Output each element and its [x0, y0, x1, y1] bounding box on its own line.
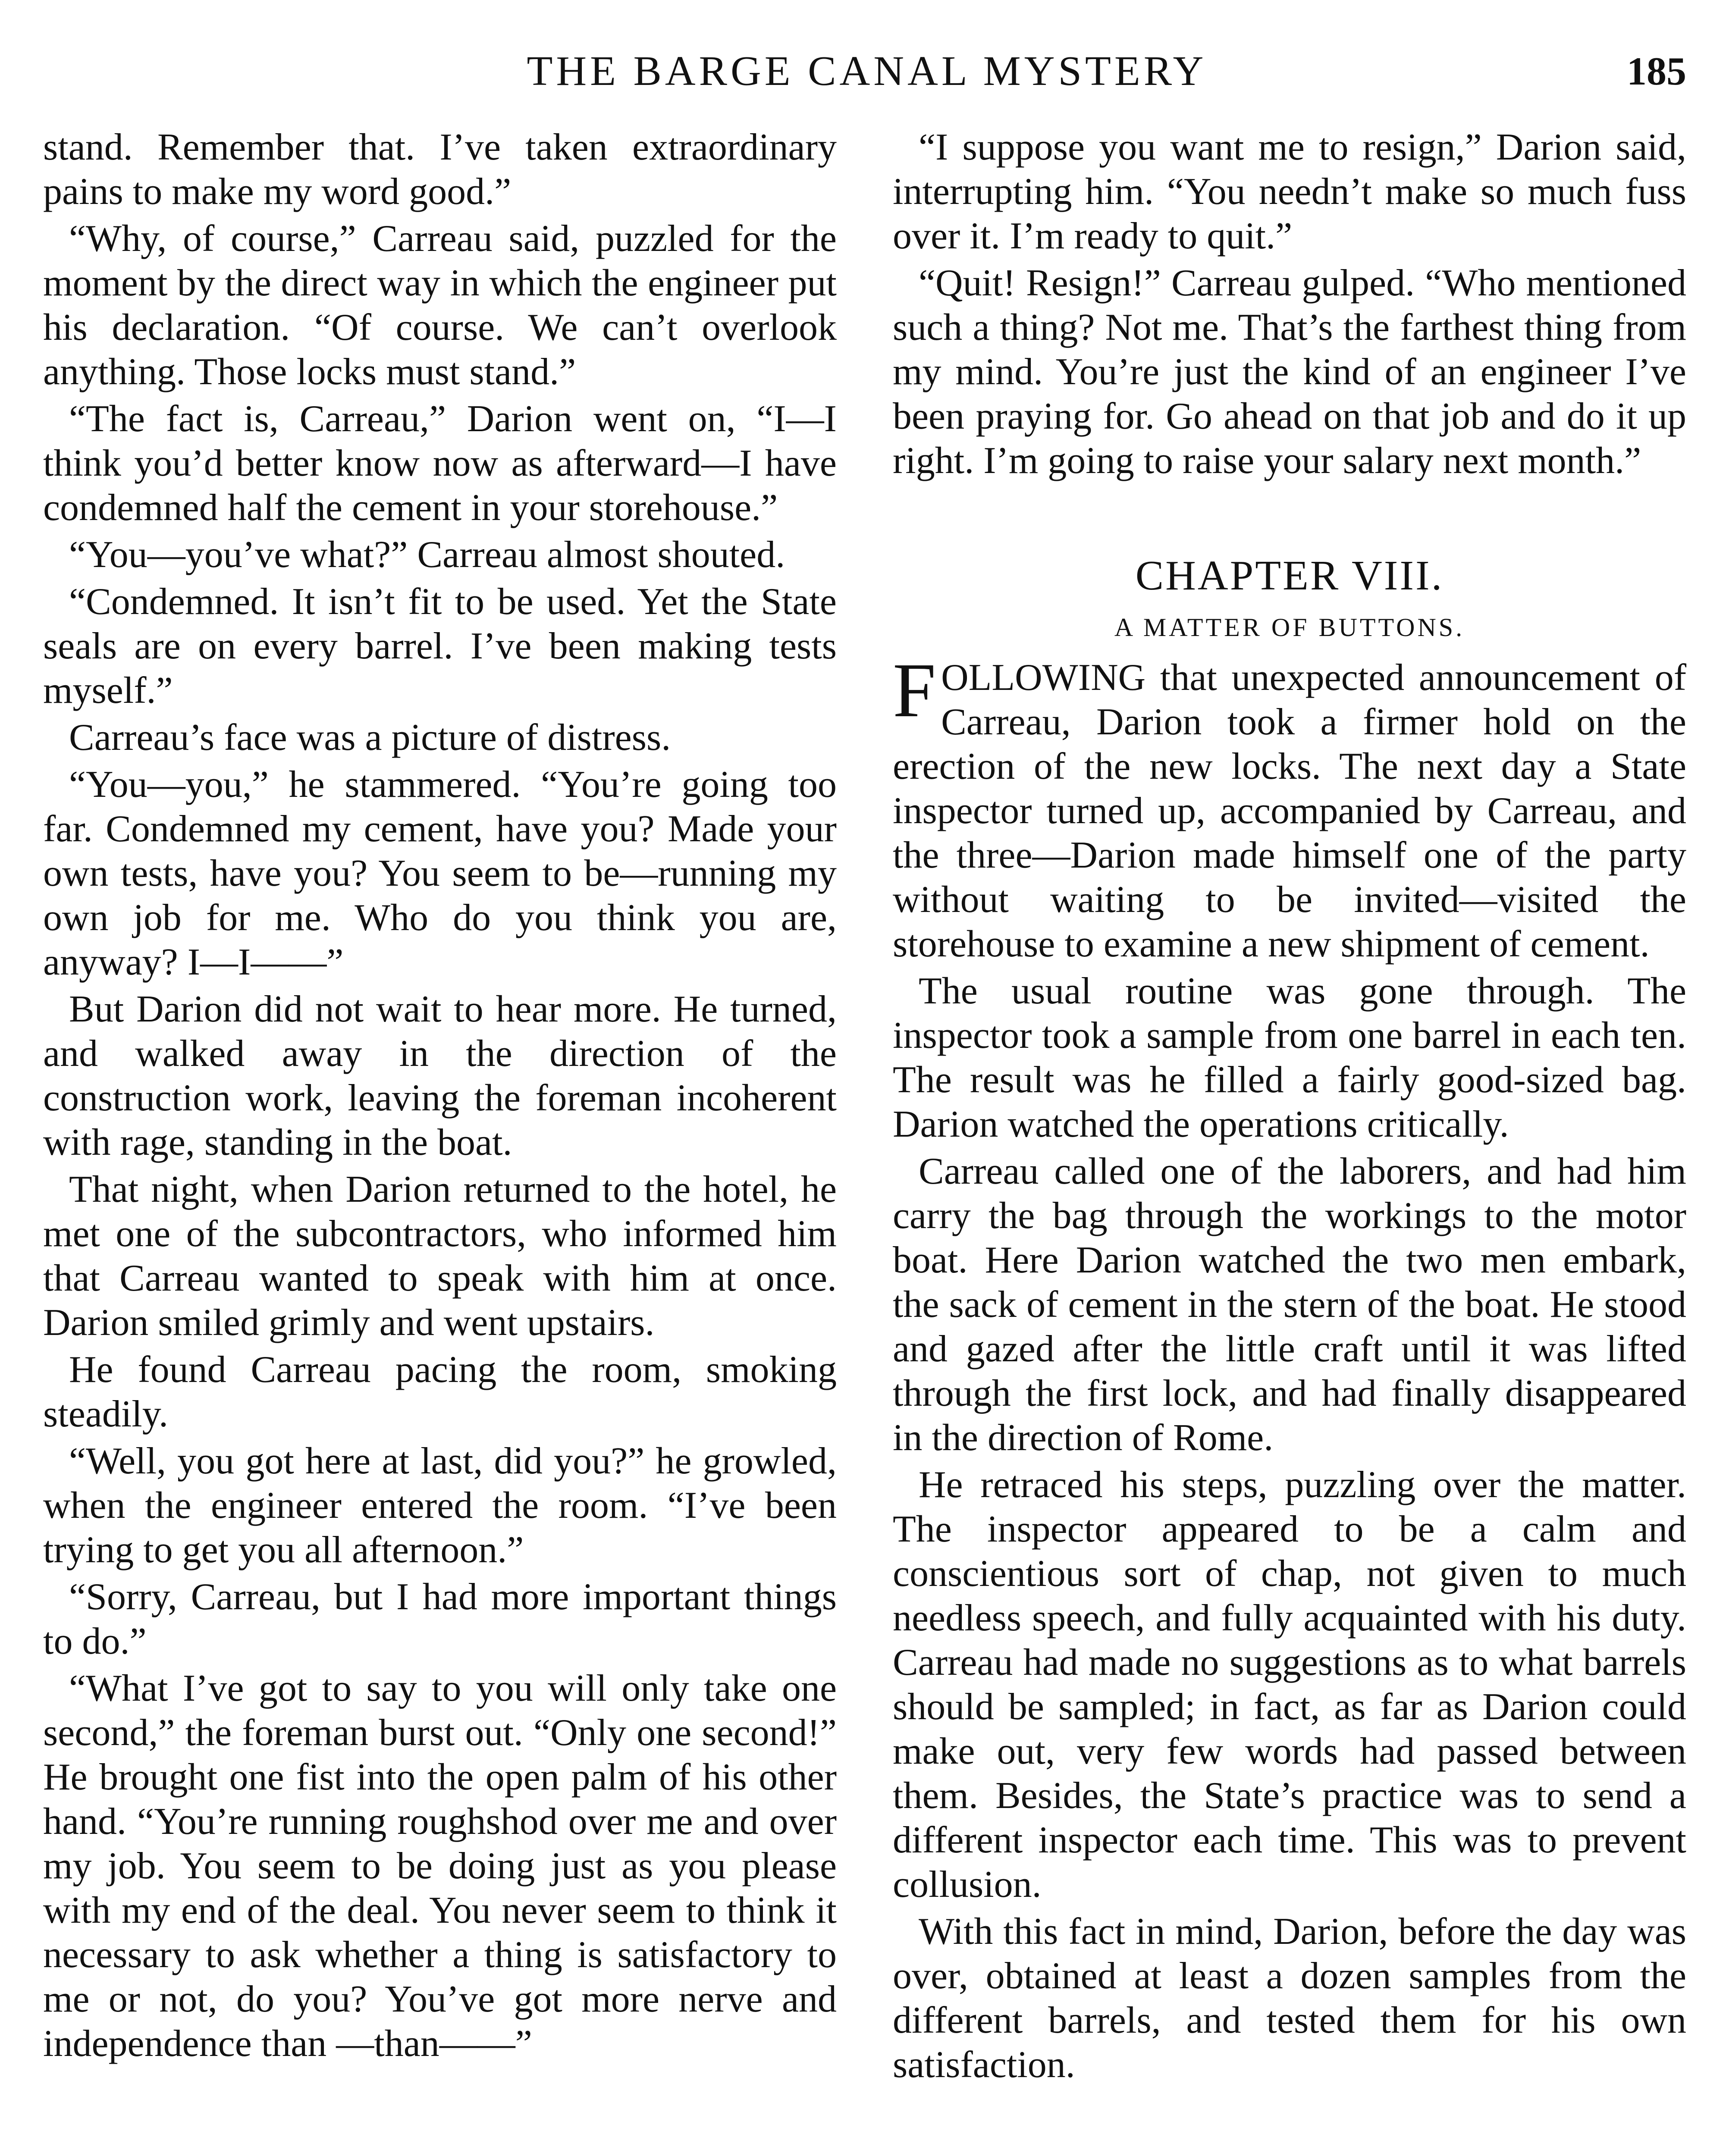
page-header [39, 41, 1695, 101]
paragraph: Carreau’s face was a picture of distress. [69, 717, 671, 758]
paragraph: “Condemned. It isn’t fit to be used. Yet the State seals are on every barrel. I’ve been making tests myself.” [43, 581, 837, 711]
chapter-title: CHAPTER VIII. [1135, 552, 1444, 599]
paragraph: With this fact in mind, Darion, before the day was over, obtained at least a dozen samples from the different barrels, and tested them for his own satisfaction. [893, 1911, 1686, 2086]
paragraph: He found Carreau pacing the room, smoking steadily. [43, 1349, 837, 1435]
paragraph: But Darion did not wait to hear more. He turned, and walked away in the direction of the construction work, leaving the foreman incoherent with rage, standing in the boat. [43, 988, 837, 1163]
paragraph: He retraced his steps, puzzling over the matter. The inspector appeared to be a calm and conscientious sort of chap, not given to much needless speech, and fully acquainted with his duty. Carreau had made no suggestions as to what barrels should be sampled; in fact, as far as Darion could make out, very few words had passed between them. Besides, the State’s practice was to send a different inspector each time. This was to prevent collusion. [893, 1464, 1686, 1905]
chapter-opening-paragraph [893, 647, 1686, 966]
paragraph: stand. Remember that. I’ve taken extraordinary pains to make my word good.” [43, 126, 837, 213]
left-column [43, 125, 837, 2068]
page-number: 185 [1627, 49, 1686, 93]
paragraph: “You—you’ve what?” Carreau almost shouted. [69, 534, 785, 576]
paragraph: “What I’ve got to say to you will only take one second,” the foreman burst out. “Only one second!” He brought one fist into the open palm of his other hand. “You’re running roughshod over me and over my job. You seem to be doing just as you please with my end of the deal. You never seem to think it necessary to ask whether a thing is satisfactory to me or not, do you? You’ve got more nerve and independence than —than——” [43, 1667, 837, 2065]
right-column [893, 125, 1686, 2090]
chapter-subtitle: A MATTER OF BUTTONS. [1114, 613, 1465, 642]
drop-cap: F [893, 647, 936, 733]
paragraph: That night, when Darion returned to the hotel, he met one of the subcontractors, who informed him that Carreau wanted to speak with him at once. Darion smiled grimly and went upstairs. [43, 1169, 837, 1344]
paragraph: “Sorry, Carreau, but I had more important things to do.” [43, 1576, 837, 1662]
paragraph: “I suppose you want me to resign,” Darion said, interrupting him. “You needn’t make so much fuss over it. I’m ready to quit.” [893, 126, 1686, 257]
paragraph: “You—you,” he stammered. “You’re going too far. Condemned my cement, have you? Made your own tests, have you? You seem to be—running my own job for me. Who do you think you are, anyway? I—I——” [43, 764, 837, 983]
paragraph: “The fact is, Carreau,” Darion went on, “I—I think you’d better know now as afterward—I have condemned half the cement in your storehouse.” [43, 398, 837, 529]
paragraph: “Quit! Resign!” Carreau gulped. “Who mentioned such a thing? Not me. That’s the farthest thing from my mind. You’re just the kind of an engineer I’ve been praying for. Go ahead on that job and do it up right. I’m going to raise your salary next month.” [893, 262, 1686, 482]
opening-text: OLLOWING that unexpected announcement of Carreau, Darion took a firmer hold on the erection of the new locks. The next day a State inspector turned up, accompanied by Carreau, and the three—Darion made himself one of the party without waiting to be invited—visited the storehouse to examine a new shipment of cement. [893, 657, 1686, 965]
paragraph: The usual routine was gone through. The inspector took a sample from one barrel in each ten. The result was he filled a fairly good-sized bag. Darion watched the operations critically. [893, 970, 1686, 1145]
paragraph: Carreau called one of the laborers, and had him carry the bag through the workings to the motor boat. Here Darion watched the two men embark, the sack of cement in the stern of the boat. He stood and gazed after the little craft until it was lifted through the first lock, and had finally disappeared in the direction of Rome. [893, 1150, 1686, 1459]
paragraph: “Why, of course,” Carreau said, puzzled for the moment by the direct way in which the engineer put his declaration. “Of course. We can’t overlook anything. Those locks must stand.” [43, 218, 837, 393]
paragraph: “Well, you got here at last, did you?” he growled, when the engineer entered the room. “I’ve been trying to get you all afternoon.” [43, 1440, 837, 1571]
running-head: THE BARGE CANAL MYSTERY [527, 48, 1207, 94]
